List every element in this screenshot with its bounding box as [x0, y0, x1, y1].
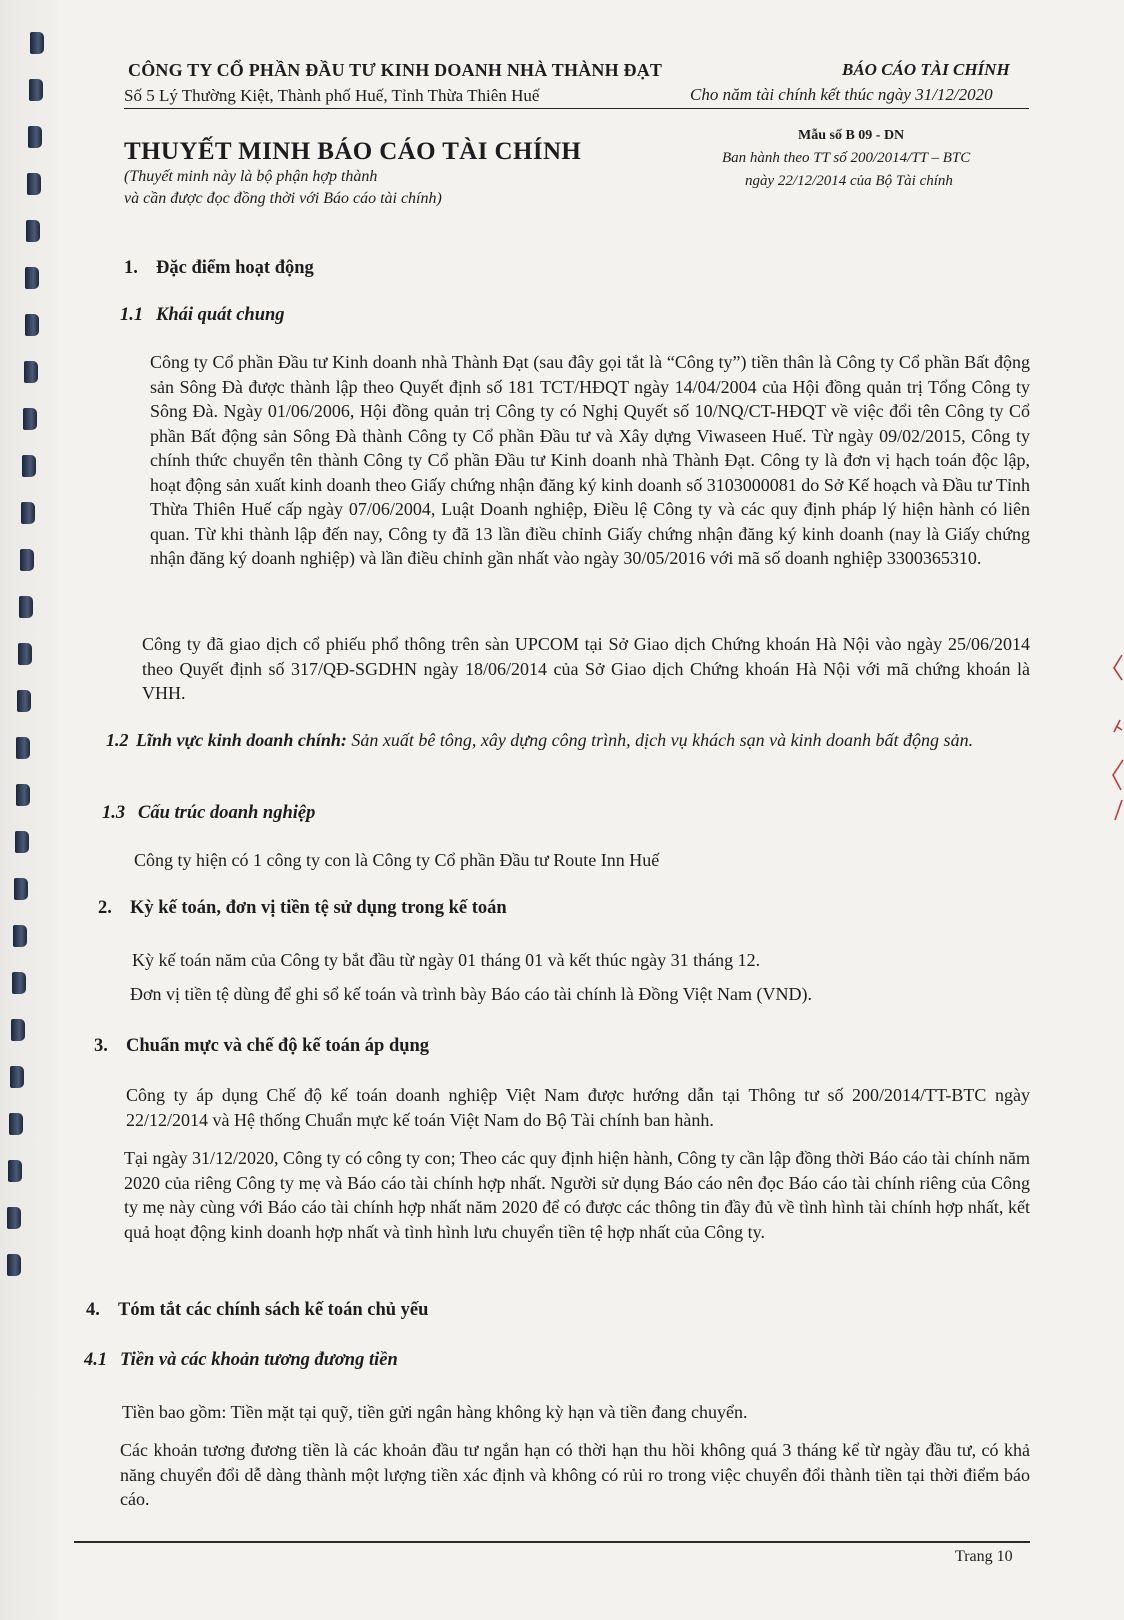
header-divider: [124, 108, 1029, 109]
section-3-heading: [94, 1036, 429, 1057]
section-1-2-text: Sản xuất bê tông, xây dựng công trình, dịch vụ khách sạn và kinh doanh bất động sản.: [351, 730, 974, 750]
section-number: 4.: [86, 1300, 100, 1320]
footer-divider: [74, 1541, 1030, 1543]
stamp-edge-mark: [1110, 650, 1124, 830]
document-title: THUYẾT MINH BÁO CÁO TÀI CHÍNH: [124, 138, 582, 165]
section-4-1-paragraph-2: Các khoản tương đương tiền là các khoản đầu tư ngắn hạn có thời hạn thu hồi không quá 3 tháng kể từ ngày đầu tư, có khả năng chuyển đổi dễ dàng thành một lượng tiền xác định và không có rủi ro trong việc chuyển đổi thành tiền tại thời điểm báo cáo.: [120, 1440, 1030, 1509]
section-number: 4.1: [84, 1350, 108, 1370]
section-title: Cấu trúc doanh nghiệp: [138, 803, 316, 823]
section-title: Chuẩn mực và chế độ kế toán áp dụng: [126, 1036, 430, 1056]
form-issued-line2: ngày 22/12/2014 của Bộ Tài chính: [745, 173, 953, 189]
section-4-1-heading: [84, 1350, 398, 1371]
page-number: Trang 10: [955, 1548, 1013, 1565]
section-title: Tóm tắt các chính sách kế toán chủ yếu: [118, 1300, 429, 1320]
section-title: Đặc điểm hoạt động: [156, 258, 314, 278]
section-2-paragraph-2: Đơn vị tiền tệ dùng để ghi sổ kế toán và trình bày Báo cáo tài chính là Đồng Việt Nam (VND).: [130, 984, 812, 1004]
section-number: 3.: [94, 1036, 108, 1056]
section-3-paragraph-2: Tại ngày 31/12/2020, Công ty có công ty con; Theo các quy định hiện hành, Công ty cần lập đồng thời Báo cáo tài chính năm 2020 của riêng Công ty mẹ và Báo cáo tài chính hợp nhất. Người sử dụng Báo cáo nên đọc Báo cáo tài chính riêng của Công ty mẹ này cùng với Báo cáo tài chính hợp nhất năm 2020 để có được các thông tin đầy đủ về tình hình tài chính hợp nhất, kết quả hoạt động kinh doanh hợp nhất và tình hình lưu chuyển tiền tệ hợp nhất của Công ty.: [124, 1148, 1030, 1242]
section-1-1-heading: [120, 305, 285, 326]
section-number: 1.2: [106, 730, 129, 750]
section-2-paragraph-1: Kỳ kế toán năm của Công ty bắt đầu từ ngày 01 tháng 01 và kết thúc ngày 31 tháng 12.: [132, 950, 761, 970]
report-type: BÁO CÁO TÀI CHÍNH: [842, 60, 1010, 79]
section-title: Khái quát chung: [156, 305, 285, 325]
section-title: Lĩnh vực kinh doanh chính:: [136, 730, 347, 750]
section-number: 2.: [98, 898, 112, 918]
section-number: 1.3: [102, 803, 126, 823]
section-1-3-paragraph: Công ty hiện có 1 công ty con là Công ty Cổ phần Đầu tư Route Inn Huế: [134, 850, 660, 870]
section-2-heading: [98, 898, 507, 919]
section-1-3-heading: [102, 803, 315, 824]
form-issued-line1: Ban hành theo TT số 200/2014/TT – BTC: [722, 150, 971, 166]
section-title: Tiền và các khoản tương đương tiền: [120, 1350, 398, 1370]
section-1-2-block: [106, 728, 1030, 753]
section-4-1-paragraph-1: Tiền bao gồm: Tiền mặt tại quỹ, tiền gửi ngân hàng không kỳ hạn và tiền đang chuyển.: [122, 1402, 748, 1422]
section-3-paragraph-1: Công ty áp dụng Chế độ kế toán doanh nghiệp Việt Nam được hướng dẫn tại Thông tư số 200/2014/TT-BTC ngày 22/12/2014 và Hệ thống Chuẩn mực kế toán Việt Nam do Bộ Tài chính ban hành.: [126, 1085, 1030, 1130]
document-subtitle-line1: (Thuyết minh này là bộ phận hợp thành: [124, 168, 378, 185]
section-1-1-paragraph-1: Công ty Cổ phần Đầu tư Kinh doanh nhà Thành Đạt (sau đây gọi tắt là “Công ty”) tiền thân là Công ty Cổ phần Bất động sản Sông Đà được thành lập theo Quyết định số 181 TCT/HĐQT ngày 14/04/2004 của Hội đồng quản trị Tổng Công ty Sông Đà. Ngày 01/06/2006, Hội đồng quản trị Công ty có Nghị Quyết số 10/NQ/CT-HĐQT về việc đổi tên Công ty Cổ phần Bất động sản Sông Đà thành Công ty Cổ phần Đầu tư và Xây dựng Viwaseen Huế. Từ ngày 09/02/2015, Công ty chính thức chuyển tên thành Công ty Cổ phần Đầu tư Kinh doanh nhà Thành Đạt. Công ty là đơn vị hạch toán độc lập, hoạt động sản xuất kinh doanh theo Giấy chứng nhận đăng ký kinh doanh số 3103000081 do Sở Kế hoạch và Đầu tư Tỉnh Thừa Thiên Huế cấp ngày 07/06/2004, Luật Doanh nghiệp, Điều lệ Công ty và các quy định pháp lý hiện hành có liên quan. Từ khi thành lập đến nay, Công ty đã 13 lần điều chỉnh Giấy chứng nhận đăng ký kinh doanh (nay là Giấy chứng nhận đăng ký doanh nghiệp) và lần điều chỉnh gần nhất vào ngày 30/05/2016 với mã số doanh nghiệp 3300365310.: [150, 352, 1030, 568]
section-title: Kỳ kế toán, đơn vị tiền tệ sử dụng trong kế toán: [130, 898, 507, 918]
section-1-heading: [124, 258, 314, 279]
company-address: Số 5 Lý Thường Kiệt, Thành phố Huế, Tỉnh Thừa Thiên Huế: [124, 86, 540, 105]
section-4-heading: [86, 1300, 428, 1321]
section-number: 1.: [124, 258, 138, 278]
form-number: Mẫu số B 09 - DN: [798, 128, 905, 143]
section-1-1-paragraph-2: Công ty đã giao dịch cổ phiếu phổ thông trên sàn UPCOM tại Sở Giao dịch Chứng khoán Hà Nội vào ngày 25/06/2014 theo Quyết định số 317/QĐ-SGDHN ngày 18/06/2014 của Sở Giao dịch Chứng khoán Hà Nội với mã chứng khoán là VHH.: [142, 634, 1030, 703]
section-number: 1.1: [120, 305, 144, 325]
report-period: Cho năm tài chính kết thúc ngày 31/12/2020: [690, 85, 993, 104]
document-subtitle-line2: và cần được đọc đồng thời với Báo cáo tài chính): [124, 190, 442, 207]
company-name: CÔNG TY CỔ PHẦN ĐẦU TƯ KINH DOANH NHÀ THÀNH ĐẠT: [128, 60, 663, 80]
